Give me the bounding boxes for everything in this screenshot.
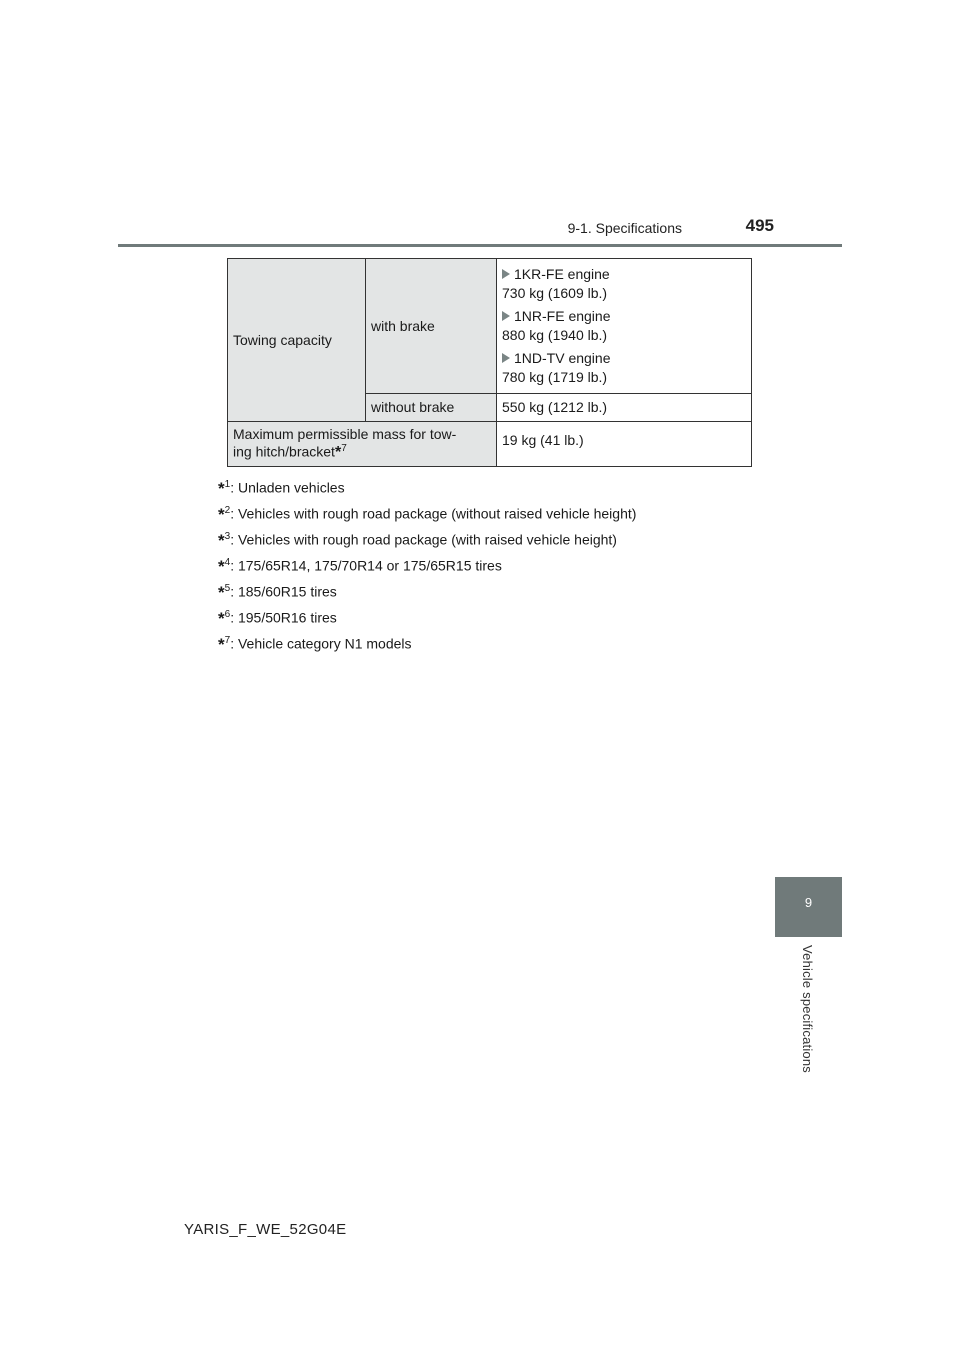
footnote-text: : Vehicles with rough road package (with raised vehicle height) — [230, 531, 617, 548]
footnote — [218, 552, 636, 578]
footnote-ref: 7 — [341, 442, 347, 454]
footnote-text: : Vehicle category N1 models — [230, 635, 412, 652]
triangle-right-icon — [502, 311, 510, 321]
asterisk-icon: * — [218, 504, 225, 524]
triangle-right-icon — [502, 353, 510, 363]
max-mass-label — [228, 422, 497, 467]
without-brake-label: without brake — [366, 394, 497, 422]
chapter-tab — [775, 877, 842, 937]
section-title: 9-1. Specifications — [567, 220, 682, 236]
asterisk-icon: * — [218, 608, 225, 628]
engine-name: 1ND-TV engine — [514, 349, 611, 366]
triangle-right-icon — [502, 269, 510, 279]
footnote-text: : Vehicles with rough road package (without raised vehicle height) — [230, 505, 637, 522]
asterisk-icon: * — [218, 530, 225, 550]
table-row — [228, 259, 752, 394]
footnote-number: 7 — [224, 635, 231, 646]
with-brake-values — [497, 259, 752, 394]
max-mass-label-line2-wrap — [233, 443, 491, 461]
document-code: YARIS_F_WE_52G04E — [184, 1221, 347, 1238]
footnote-number: 1 — [224, 479, 231, 490]
footnote-number: 5 — [224, 583, 231, 594]
footnote — [218, 526, 636, 552]
towing-capacity-label: Towing capacity — [228, 259, 366, 422]
footnote-text: : 185/60R15 tires — [230, 583, 337, 600]
chapter-number: 9 — [804, 895, 813, 910]
engine-line — [502, 263, 746, 285]
footnote-text: : 195/50R16 tires — [230, 609, 337, 626]
footnote — [218, 500, 636, 526]
page-number: 495 — [745, 216, 774, 235]
engine-line — [502, 347, 746, 369]
spec-table — [227, 258, 752, 467]
engine-line — [502, 305, 746, 327]
chapter-title: Vehicle specifications — [800, 945, 815, 1073]
asterisk-icon: * — [218, 634, 225, 654]
engine-mass: 780 kg (1719 lb.) — [502, 369, 608, 385]
header-rule — [118, 244, 842, 247]
footnote-number: 4 — [224, 557, 231, 568]
footnote-number: 6 — [224, 609, 231, 620]
asterisk-icon: * — [334, 444, 342, 462]
with-brake-label: with brake — [366, 259, 497, 394]
footnote-text: : 175/65R14, 175/70R14 or 175/65R15 tires — [230, 557, 502, 574]
engine-name: 1NR-FE engine — [514, 307, 611, 324]
table-row — [228, 422, 752, 467]
engine-name: 1KR-FE engine — [514, 265, 610, 282]
footnote-number: 2 — [224, 505, 231, 516]
without-brake-value: 550 kg (1212 lb.) — [497, 394, 752, 422]
max-mass-value: 19 kg (41 lb.) — [497, 422, 752, 467]
footnote-number: 3 — [224, 531, 231, 542]
asterisk-icon: * — [218, 582, 225, 602]
max-mass-label-line1: Maximum permissible mass for tow- — [233, 426, 457, 443]
footnote — [218, 474, 636, 500]
engine-mass: 730 kg (1609 lb.) — [502, 285, 608, 301]
asterisk-icon: * — [218, 556, 225, 576]
footnote — [218, 578, 636, 604]
footnote-text: : Unladen vehicles — [230, 479, 345, 496]
asterisk-icon: * — [218, 478, 225, 498]
footnote — [218, 630, 636, 656]
footnotes — [218, 474, 636, 656]
footnote — [218, 604, 636, 630]
engine-mass: 880 kg (1940 lb.) — [502, 327, 608, 343]
max-mass-label-line2: ing hitch/bracket — [233, 443, 335, 460]
